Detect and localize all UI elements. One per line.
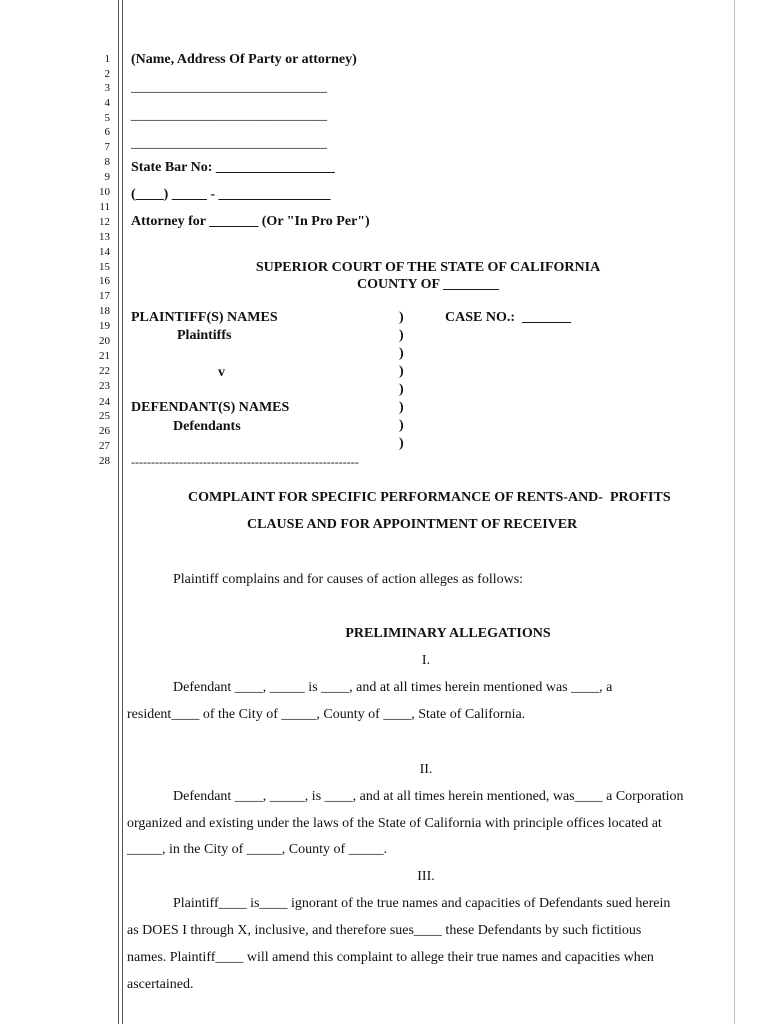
- line-number: 4: [104, 97, 110, 109]
- paragraph-line: Defendant ____, _____ is ____, and at all times herein mentioned was ____, a: [173, 680, 613, 695]
- caption-paren: ): [399, 400, 404, 415]
- line-number: 7: [104, 141, 110, 153]
- line-number: 22: [99, 365, 110, 377]
- line-number: 16: [99, 275, 110, 287]
- line-number: 9: [104, 171, 110, 183]
- line-number: 17: [99, 290, 110, 302]
- right-margin-rule: [734, 0, 735, 1024]
- line-number: 1: [104, 53, 110, 65]
- paragraph-number: I.: [421, 653, 431, 668]
- left-margin-rule-inner: [122, 0, 123, 1024]
- case-number: CASE NO.: _______: [445, 310, 572, 325]
- line-number: 18: [99, 305, 110, 317]
- line-number: 26: [99, 425, 110, 437]
- paragraph-line: names. Plaintiff____ will amend this complaint to allege their true names and capacities when: [127, 950, 654, 965]
- defendant-names: DEFENDANT(S) NAMES: [131, 400, 290, 415]
- caption-divider: ---------------------------------------------------------: [131, 455, 359, 469]
- line-number: 14: [99, 246, 110, 258]
- paragraph-line: _____, in the City of _____, County of _____.: [127, 842, 388, 857]
- paragraph-line: Plaintiff____ is____ ignorant of the true names and capacities of Defendants sued herein: [173, 896, 671, 911]
- line-number: 5: [104, 112, 110, 124]
- state-bar-number: State Bar No: _________________: [131, 160, 335, 175]
- line-number: 19: [99, 320, 110, 332]
- paragraph-line: resident____ of the City of _____, County of ____, State of California.: [127, 707, 526, 722]
- left-margin-rule-outer: [118, 0, 119, 1024]
- line-number: 20: [99, 335, 110, 347]
- versus-label: v: [218, 365, 225, 380]
- line-number: 8: [104, 156, 110, 168]
- blank-address-line: ____________________________: [131, 80, 327, 95]
- blank-address-line: ____________________________: [131, 136, 327, 151]
- paragraph-line: organized and existing under the laws of the State of California with principle offices located at: [127, 816, 662, 831]
- line-number: 3: [104, 82, 110, 94]
- paragraph-number: II.: [419, 762, 433, 777]
- line-number: 23: [99, 380, 110, 392]
- caption-paren: ): [399, 418, 404, 433]
- caption-paren: ): [399, 436, 404, 451]
- court-name: SUPERIOR COURT OF THE STATE OF CALIFORNIA: [255, 260, 601, 275]
- line-number: 2: [104, 68, 110, 80]
- plaintiffs-label: Plaintiffs: [177, 328, 232, 343]
- paragraph-number: III.: [417, 869, 435, 884]
- phone-number: (____) _____ - ________________: [131, 187, 331, 202]
- caption-paren: ): [399, 328, 404, 343]
- name-address-label: (Name, Address Of Party or attorney): [131, 52, 357, 67]
- line-number: 13: [99, 231, 110, 243]
- caption-paren: ): [399, 310, 404, 325]
- section-heading: PRELIMINARY ALLEGATIONS: [345, 626, 551, 641]
- line-number: 15: [99, 261, 110, 273]
- plaintiff-names: PLAINTIFF(S) NAMES: [131, 310, 278, 325]
- line-number: 6: [104, 126, 110, 138]
- line-number: 25: [99, 410, 110, 422]
- line-number: 12: [99, 216, 110, 228]
- intro-paragraph: Plaintiff complains and for causes of action alleges as follows:: [173, 572, 524, 587]
- paragraph-line: ascertained.: [127, 977, 194, 992]
- paragraph-line: as DOES I through X, inclusive, and therefore sues____ these Defendants by such fictitious: [127, 923, 642, 938]
- line-number: 10: [99, 186, 110, 198]
- line-number: 21: [99, 350, 110, 362]
- line-number: 27: [99, 440, 110, 452]
- line-number: 28: [99, 455, 110, 467]
- paragraph-line: Defendant ____, _____, is ____, and at all times herein mentioned, was____ a Corporation: [173, 789, 684, 804]
- defendants-label: Defendants: [173, 419, 241, 434]
- caption-paren: ): [399, 346, 404, 361]
- line-number: 11: [99, 201, 110, 213]
- blank-address-line: ____________________________: [131, 108, 327, 123]
- court-county: COUNTY OF ________: [356, 277, 500, 292]
- caption-paren: ): [399, 382, 404, 397]
- complaint-title-line2: CLAUSE AND FOR APPOINTMENT OF RECEIVER: [247, 517, 578, 532]
- caption-paren: ): [399, 364, 404, 379]
- line-number: 24: [99, 396, 110, 408]
- attorney-for: Attorney for _______ (Or "In Pro Per"): [131, 214, 370, 229]
- complaint-title-line1: COMPLAINT FOR SPECIFIC PERFORMANCE OF RENTS-AND- PROFITS: [188, 490, 671, 505]
